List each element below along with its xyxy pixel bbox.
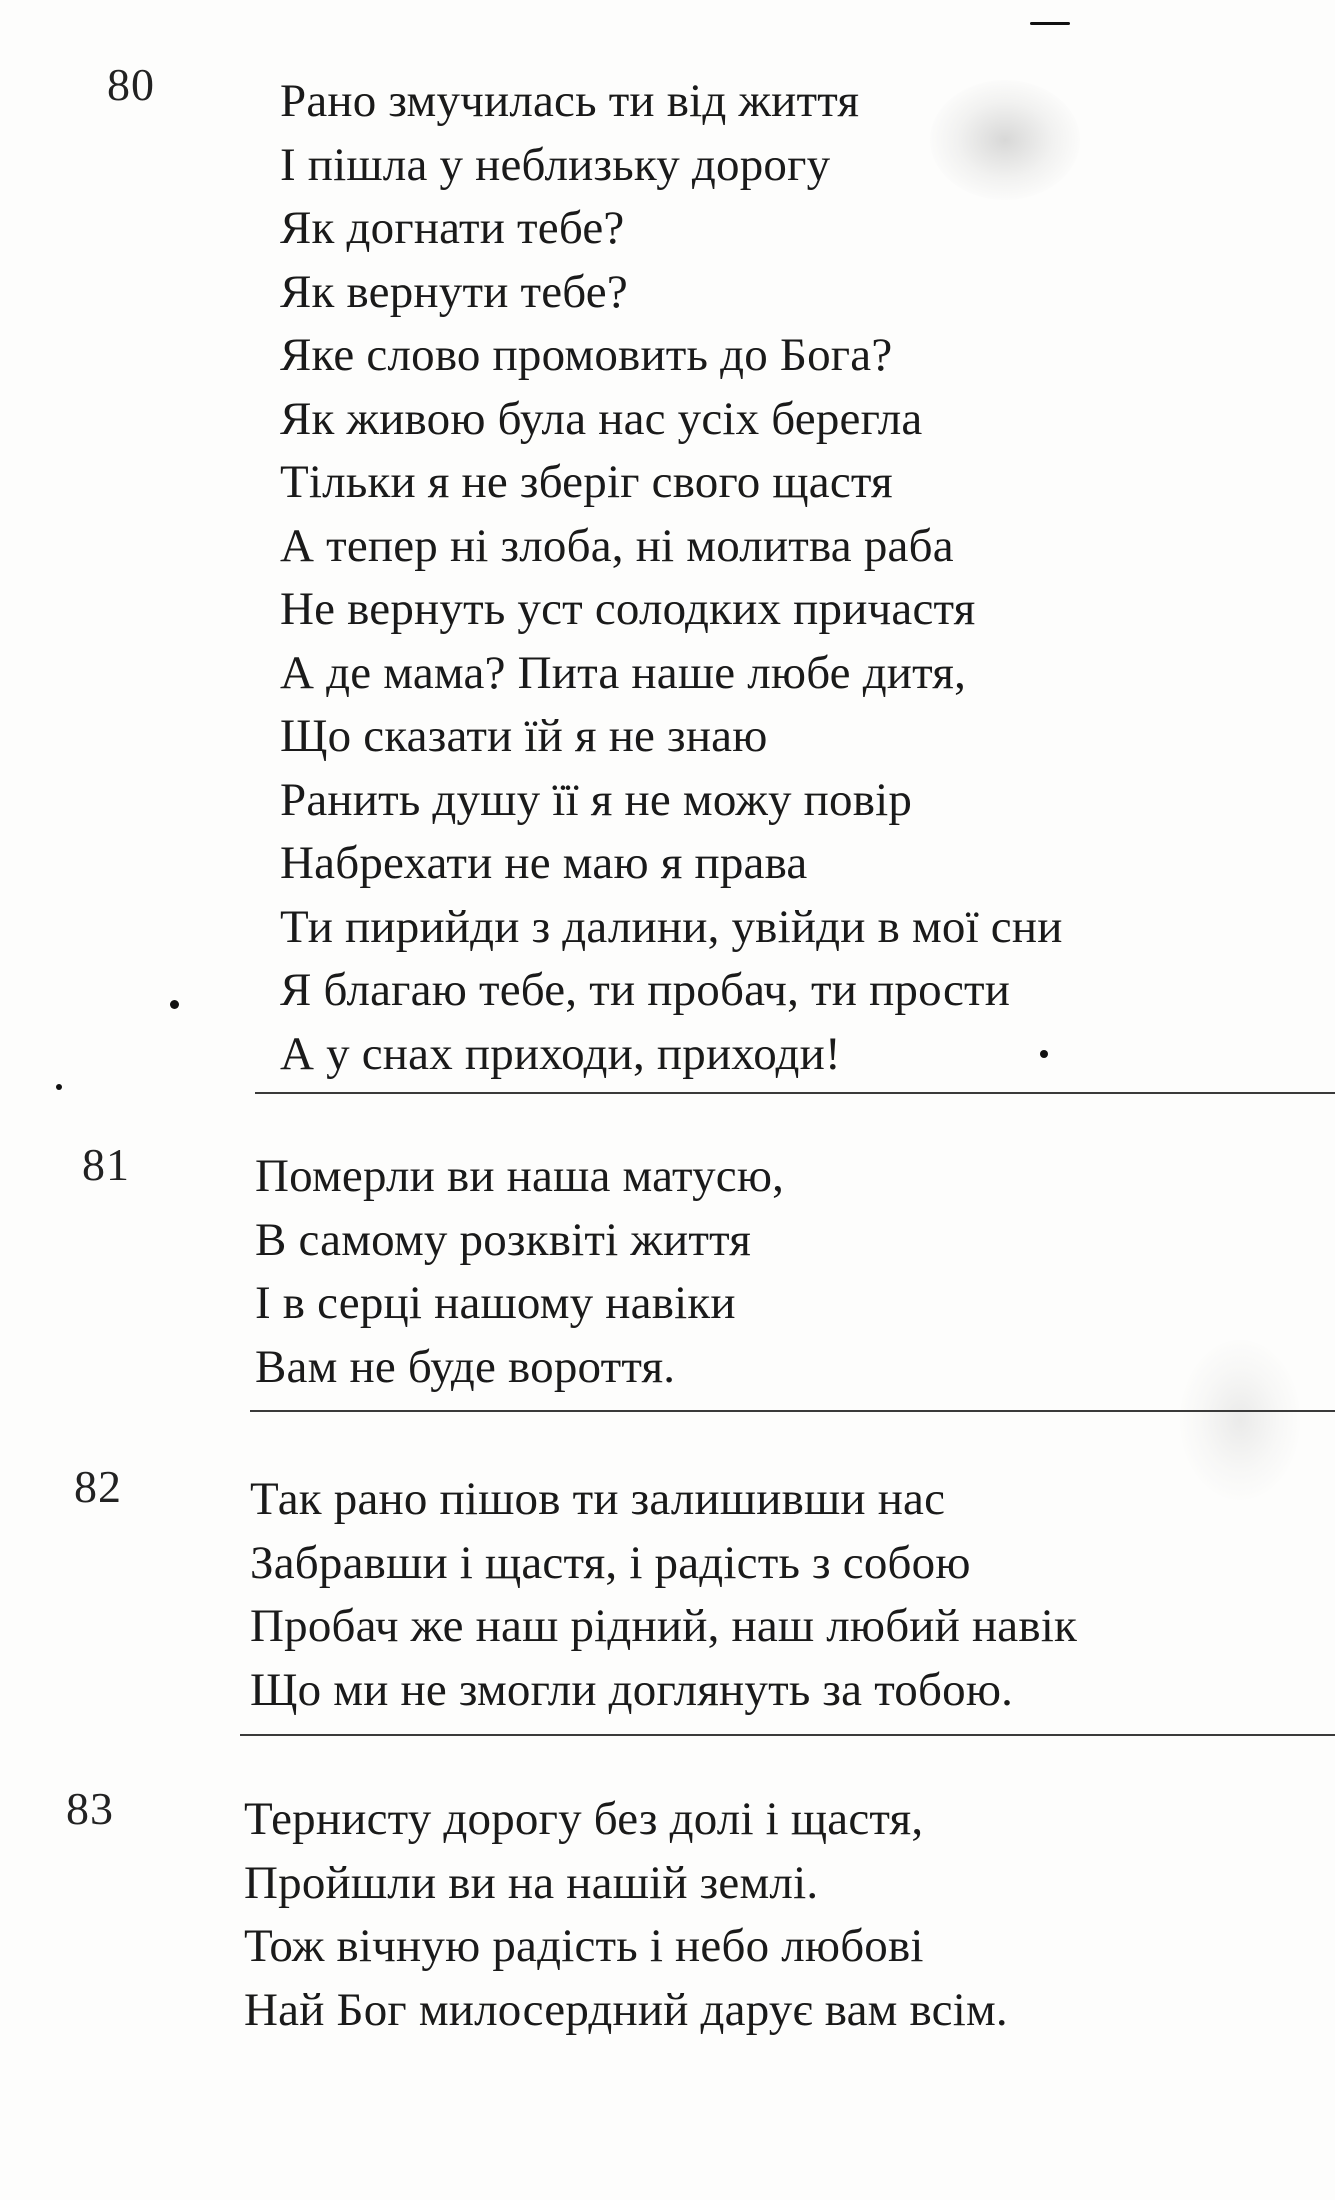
verse-line: І в серці нашому навіки: [255, 1277, 736, 1329]
verse-lines: [255, 1145, 784, 1399]
verse-line: Що сказати їй я не знаю: [280, 710, 768, 762]
verse-line: Забравши і щастя, і радість з собою: [250, 1536, 971, 1589]
verse-line: І пішла у неблизьку дорогу: [280, 138, 831, 191]
verse-line: А де мама? Пита наше любе дитя,: [280, 646, 967, 699]
verse-line: Рано змучилась ти від життя: [280, 75, 860, 127]
verse-separator: [240, 1734, 1335, 1736]
verse-lines: [244, 1788, 1008, 2042]
verse-line: Так рано пішов ти залишивши нас: [250, 1473, 946, 1525]
verse-line: Вам не буде вороття.: [255, 1340, 676, 1393]
scan-speck: [1030, 22, 1070, 25]
verse-line: Яке слово промовить до Бога?: [280, 329, 893, 381]
verse-number: 82: [74, 1461, 122, 1512]
scan-speck: [56, 1084, 62, 1090]
scan-speck: [170, 1000, 179, 1009]
verse-line: Я благаю тебе, ти пробач, ти прости: [280, 964, 1011, 1016]
verse-lines: [250, 1468, 1077, 1722]
verse-line: Пробач же наш рідний, наш любий навік: [250, 1600, 1078, 1652]
verse-line: В самому розквіті життя: [255, 1213, 752, 1266]
verse-line: Ранить душу її я не можу повір: [280, 773, 913, 826]
verse-line: Ти пирийди з далини, увійди в мої сни: [280, 900, 1063, 953]
verse-line: А тепер ні злоба, ні молитва раба: [280, 519, 954, 572]
verse-line: Пройшли ви на нашій землі.: [244, 1856, 819, 1909]
scan-smudge: [1180, 1340, 1300, 1500]
scan-speck: [1040, 1050, 1048, 1058]
verse-line: Як вернути тебе?: [280, 265, 628, 318]
verse-line: Померли ви наша матусю,: [255, 1150, 785, 1202]
verse-separator: [255, 1092, 1335, 1094]
verse-line: Най Бог милосердний дарує вам всім.: [244, 1983, 1008, 2036]
verse-line: Набрехати не маю я права: [280, 837, 808, 889]
verse-number: 81: [82, 1139, 130, 1190]
verse-separator: [250, 1410, 1335, 1412]
verse-line: Що ми не змогли доглянуть за тобою.: [250, 1663, 1014, 1716]
verse-number: 80: [107, 59, 155, 110]
verse-line: Як догнати тебе?: [280, 202, 625, 254]
verse-line: А у снах приходи, приходи!: [280, 1027, 841, 1080]
verse-line: Як живою була нас усіх берегла: [280, 392, 923, 445]
verse-line: Тернисту дорогу без долі і щастя,: [244, 1793, 924, 1845]
verse-number: 83: [66, 1783, 114, 1834]
verse-line: Тож вічную радість і небо любові: [244, 1920, 924, 1972]
verse-line: Не вернуть уст солодких причастя: [280, 583, 976, 635]
verse-line: Тільки я не зберіг свого щастя: [280, 456, 893, 508]
verse-lines: [280, 70, 1063, 1086]
